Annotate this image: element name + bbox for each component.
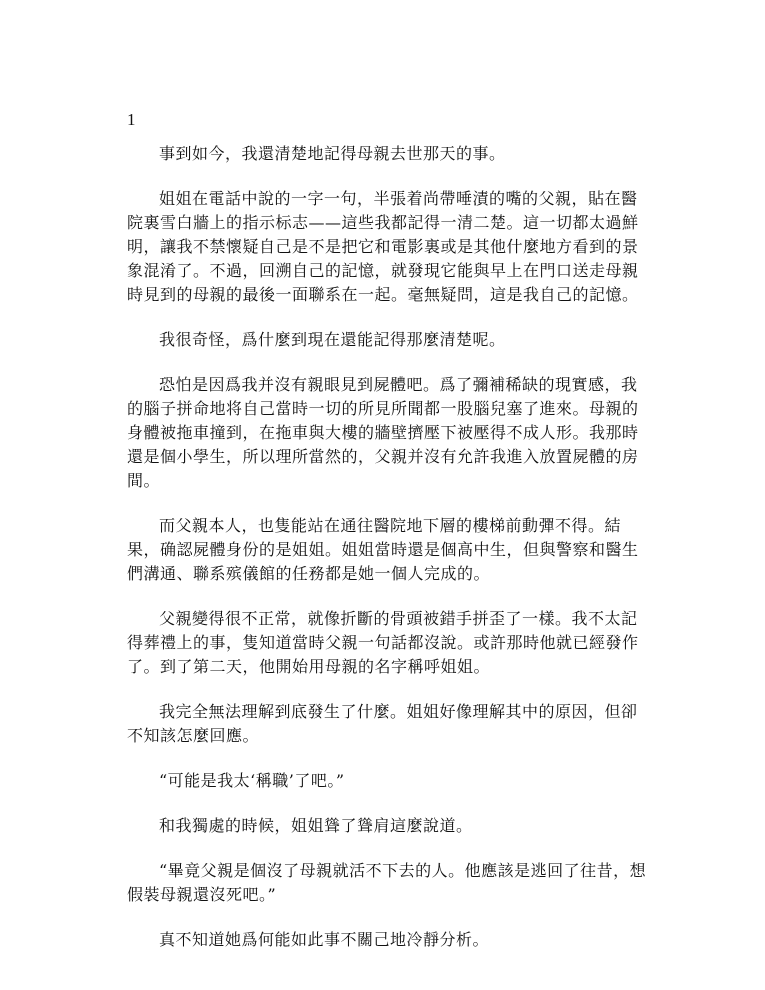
chapter-text <box>127 108 647 952</box>
paragraph-11: 真不知道她爲何能如此事不關己地冷靜分析。 <box>159 930 490 949</box>
paragraph-6: 父親變得很不正常，就像折斷的骨頭被錯手拼歪了一樣。我不太記得葬禮上的事，隻知道當時父親一句話都沒說。或許那時他就已經發作了。到了第二天，他開始用母親的名字稱呼姐姐。 <box>127 609 639 676</box>
paragraph-10: “畢竟父親是個沒了母親就活不下去的人。他應該是逃回了往昔，想假裝母親還沒死吧。” <box>127 861 647 904</box>
chapter-number: 1 <box>127 110 136 129</box>
paragraph-3: 我很奇怪，爲什麼到現在還能記得那麼清楚呢。 <box>159 330 506 349</box>
paragraph-2: 姐姐在電話中說的一字一句，半張着尚帶唾漬的嘴的父親，貼在醫院裏雪白牆上的指示标志——這些我都記得一清二楚。這一切都太過鮮明，讓我不禁懷疑自己是不是把它和電影裏或是其他什麼地方看到的景象混淆了。不過，回溯自己的記憶，就發現它能與早上在門口送走母親時見到的母親的最後一面聯系在一起。毫無疑問，這是我自己的記憶。 <box>127 189 639 304</box>
paragraph-7: 我完全無法理解到底發生了什麼。姐姐好像理解其中的原因，但卻不知該怎麼回應。 <box>127 702 638 745</box>
paragraph-9: 和我獨處的時候，姐姐聳了聳肩這麼說道。 <box>159 816 473 835</box>
paragraph-1: 事到如今，我還清楚地記得母親去世那天的事。 <box>159 144 506 163</box>
paragraph-4: 恐怕是因爲我并沒有親眼見到屍體吧。爲了彌補稀缺的現實感，我的腦子拼命地将自己當時一切的所見所聞都一股腦兒塞了進來。母親的身體被拖車撞到，在拖車與大樓的牆壁擠壓下被壓得不成人形。我那時還是個小學生，所以理所當然的，父親并沒有允許我進入放置屍體的房間。 <box>127 375 639 490</box>
paragraph-5: 而父親本人，也隻能站在通往醫院地下層的樓梯前動彈不得。結果，确認屍體身份的是姐姐。姐姐當時還是個高中生，但與警察和醫生們溝通、聯系殡儀館的任務都是她一個人完成的。 <box>127 516 639 583</box>
paragraph-8: “可能是我太‘稱職’了吧。” <box>159 771 345 790</box>
